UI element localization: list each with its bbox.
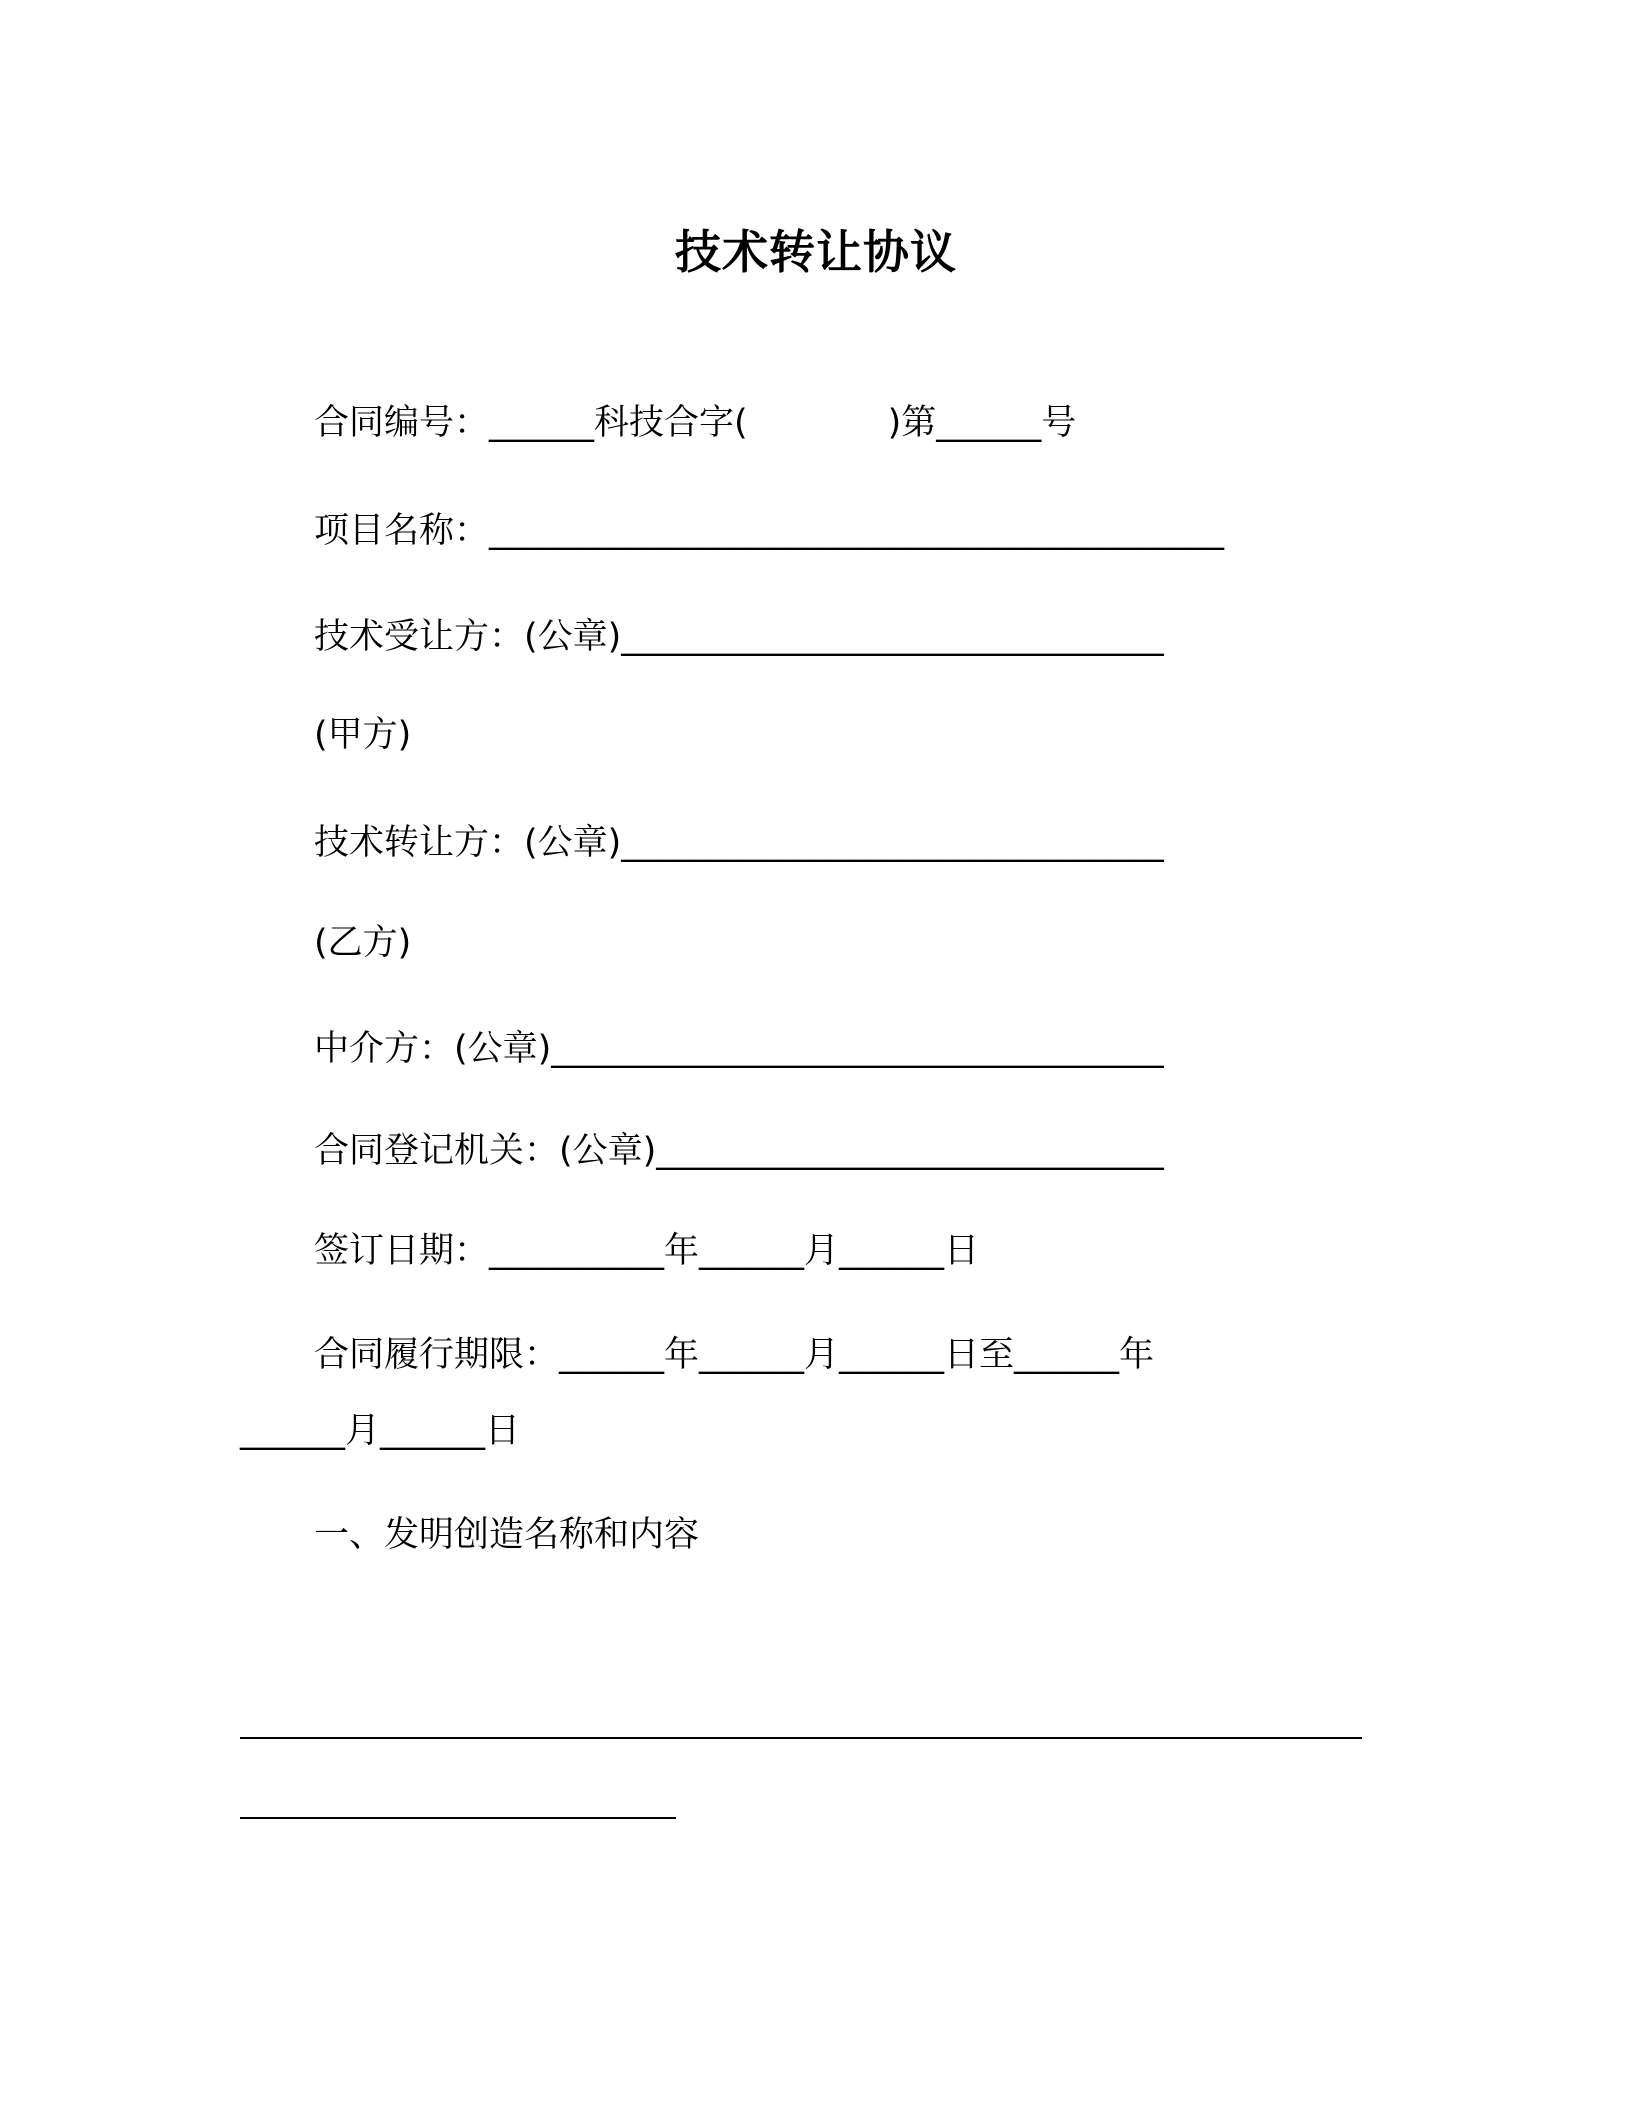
- term-field-line1: 合同履行期限：______年______月______日至______年: [314, 1335, 1155, 1375]
- contract-number-field: 合同编号：______科技合字( )第______号: [314, 403, 1077, 443]
- party-b-label: (乙方): [314, 923, 412, 963]
- blank-fill-line-2: [240, 1817, 676, 1819]
- section-1-heading: 一、发明创造名称和内容: [314, 1515, 700, 1555]
- term-field-line2: ______月______日: [240, 1411, 521, 1451]
- project-name-field: 项目名称：__________________________________________: [314, 511, 1225, 551]
- transferee-field: 技术受让方：(公章)_______________________________: [314, 617, 1164, 657]
- party-a-label: (甲方): [314, 715, 412, 755]
- transferor-field: 技术转让方：(公章)_______________________________: [314, 823, 1164, 863]
- registration-authority-field: 合同登记机关：(公章)_____________________________: [314, 1131, 1164, 1171]
- intermediary-field: 中介方：(公章)___________________________________: [314, 1029, 1164, 1069]
- document-title: 技术转让协议: [675, 225, 957, 279]
- blank-fill-line-1: [240, 1737, 1362, 1739]
- sign-date-field: 签订日期：__________年______月______日: [314, 1231, 980, 1271]
